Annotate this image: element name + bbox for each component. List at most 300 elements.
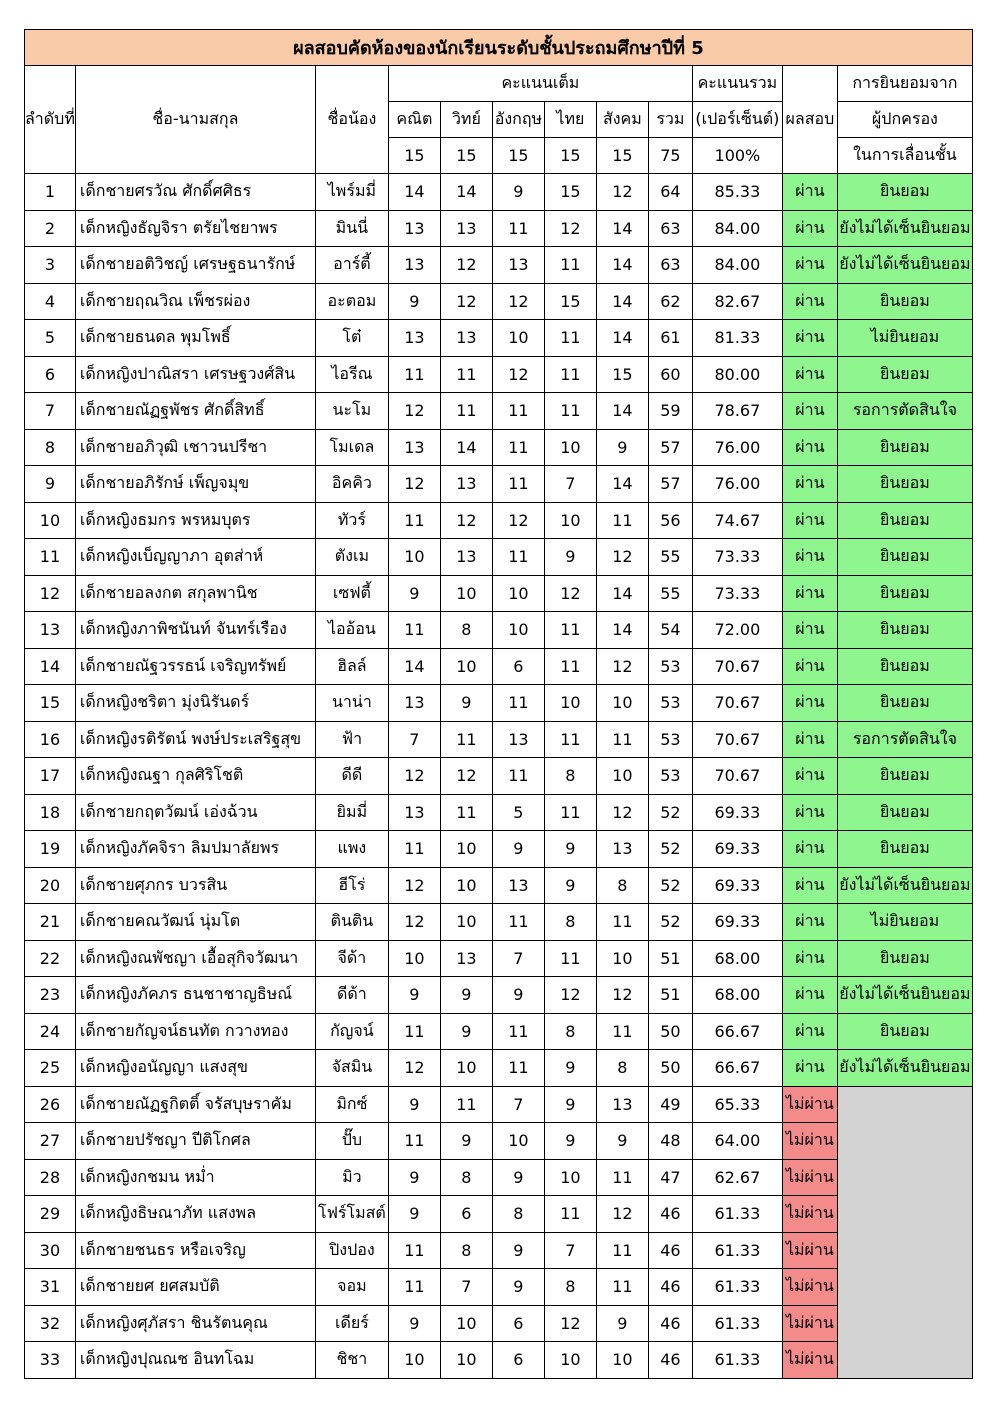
consent-status: ยังไม่ได้เซ็นยินยอม [837, 977, 972, 1014]
score-total: 62 [648, 283, 692, 320]
table-row [25, 502, 973, 539]
score-science: 7 [440, 1269, 492, 1306]
score-science: 11 [440, 1086, 492, 1123]
student-name: เด็กหญิงชริตา มุ่งนิรันดร์ [75, 685, 315, 722]
score-science: 13 [440, 320, 492, 357]
score-math: 9 [388, 283, 440, 320]
score-social: 12 [596, 648, 648, 685]
table-row [25, 831, 973, 868]
score-percent: 74.67 [692, 502, 782, 539]
score-english: 8 [492, 1196, 544, 1233]
student-nickname: มิกซ์ [315, 1086, 388, 1123]
score-math: 11 [388, 1269, 440, 1306]
table-row [25, 685, 973, 722]
result-badge: ผ่าน [782, 940, 837, 977]
result-badge: ผ่าน [782, 502, 837, 539]
score-percent: 68.00 [692, 940, 782, 977]
table-row [25, 1013, 973, 1050]
student-nickname: นะโม [315, 393, 388, 430]
score-social: 10 [596, 1342, 648, 1379]
score-science: 10 [440, 831, 492, 868]
score-social: 13 [596, 1086, 648, 1123]
row-index: 2 [25, 210, 76, 247]
student-name: เด็กชายธนดล พุมโพธิ์ [75, 320, 315, 357]
result-badge: ผ่าน [782, 1013, 837, 1050]
score-social: 14 [596, 612, 648, 649]
student-nickname: ฟ้า [315, 721, 388, 758]
score-percent: 61.33 [692, 1305, 782, 1342]
score-math: 11 [388, 356, 440, 393]
score-english: 7 [492, 940, 544, 977]
row-index: 28 [25, 1159, 76, 1196]
row-index: 32 [25, 1305, 76, 1342]
score-percent: 69.33 [692, 904, 782, 941]
student-name: เด็กหญิงภาพิชนันท์ จันทร์เรือง [75, 612, 315, 649]
score-percent: 66.67 [692, 1013, 782, 1050]
score-science: 10 [440, 1305, 492, 1342]
student-name: เด็กชายศรวัณ ศักดิ์ศศิธร [75, 174, 315, 211]
score-thai: 15 [544, 283, 596, 320]
score-social: 12 [596, 174, 648, 211]
result-badge: ผ่าน [782, 721, 837, 758]
score-math: 9 [388, 1196, 440, 1233]
student-name: เด็กหญิงปุณณช อินทโฉม [75, 1342, 315, 1379]
consent-status: ยินยอม [837, 1013, 972, 1050]
result-badge: ไม่ผ่าน [782, 1086, 837, 1123]
student-name: เด็กหญิงธัญจิรา ตรัยไชยาพร [75, 210, 315, 247]
score-thai: 11 [544, 247, 596, 284]
student-nickname: ปิงปอง [315, 1232, 388, 1269]
score-science: 9 [440, 977, 492, 1014]
student-nickname: ตินติน [315, 904, 388, 941]
score-math: 13 [388, 210, 440, 247]
student-nickname: ไพร์มมี่ [315, 174, 388, 211]
score-social: 15 [596, 356, 648, 393]
score-social: 13 [596, 831, 648, 868]
result-badge: ไม่ผ่าน [782, 1123, 837, 1160]
consent-status: ยินยอม [837, 356, 972, 393]
header-name: ชื่อ-นามสกุล [75, 66, 315, 174]
table-row [25, 904, 973, 941]
score-social: 11 [596, 1232, 648, 1269]
student-name: เด็กหญิงศุภัสรา ชินรัตนคุณ [75, 1305, 315, 1342]
score-total: 46 [648, 1305, 692, 1342]
student-nickname: ยิมมี่ [315, 794, 388, 831]
row-index: 23 [25, 977, 76, 1014]
table-row [25, 575, 973, 612]
score-total: 57 [648, 429, 692, 466]
consent-status: ยังไม่ได้เซ็นยินยอม [837, 1050, 972, 1087]
score-math: 10 [388, 940, 440, 977]
student-name: เด็กหญิงปาณิสรา เศรษฐวงศ์สิน [75, 356, 315, 393]
score-thai: 11 [544, 1196, 596, 1233]
result-badge: ผ่าน [782, 758, 837, 795]
consent-status: ไม่ยินยอม [837, 904, 972, 941]
table-row [25, 1086, 973, 1123]
consent-status: ยินยอม [837, 466, 972, 503]
student-nickname: โต๋ [315, 320, 388, 357]
header-subject-thai: ไทย [544, 102, 596, 138]
score-social: 10 [596, 758, 648, 795]
score-english: 6 [492, 1305, 544, 1342]
table-row [25, 466, 973, 503]
score-math: 11 [388, 612, 440, 649]
score-thai: 9 [544, 831, 596, 868]
score-percent: 72.00 [692, 612, 782, 649]
table-row [25, 758, 973, 795]
score-thai: 11 [544, 612, 596, 649]
score-percent: 76.00 [692, 466, 782, 503]
score-social: 9 [596, 1123, 648, 1160]
table-row [25, 1159, 973, 1196]
max-score-thai: 15 [544, 138, 596, 174]
score-english: 10 [492, 1123, 544, 1160]
score-percent: 69.33 [692, 867, 782, 904]
score-percent: 73.33 [692, 575, 782, 612]
score-total: 63 [648, 247, 692, 284]
score-total: 55 [648, 539, 692, 576]
row-index: 21 [25, 904, 76, 941]
score-english: 9 [492, 831, 544, 868]
score-english: 9 [492, 977, 544, 1014]
student-nickname: โฟร์โมสต์ [315, 1196, 388, 1233]
score-math: 10 [388, 1342, 440, 1379]
student-name: เด็กชายศุภกร บวรสิน [75, 867, 315, 904]
student-name: เด็กหญิงอนัญญา แสงสุข [75, 1050, 315, 1087]
score-total: 48 [648, 1123, 692, 1160]
student-nickname: อิคคิว [315, 466, 388, 503]
max-score-total: 75 [648, 138, 692, 174]
student-nickname: ปั๊บ [315, 1123, 388, 1160]
score-science: 14 [440, 174, 492, 211]
max-score-social: 15 [596, 138, 648, 174]
score-percent: 70.67 [692, 685, 782, 722]
student-name: เด็กหญิงธิษณาภัท แสงพล [75, 1196, 315, 1233]
consent-status: ยังไม่ได้เซ็นยินยอม [837, 867, 972, 904]
score-thai: 10 [544, 429, 596, 466]
consent-status: ยินยอม [837, 502, 972, 539]
table-row [25, 1196, 973, 1233]
result-badge: ผ่าน [782, 612, 837, 649]
header-consent-3: ในการเลื่อนชั้น [837, 138, 972, 174]
consent-status: รอการตัดสินใจ [837, 721, 972, 758]
score-math: 12 [388, 758, 440, 795]
score-thai: 7 [544, 466, 596, 503]
score-science: 12 [440, 758, 492, 795]
score-percent: 69.33 [692, 794, 782, 831]
score-total: 52 [648, 794, 692, 831]
header-total-pct-3: 100% [692, 138, 782, 174]
score-english: 11 [492, 429, 544, 466]
table-row [25, 867, 973, 904]
student-nickname: ฮิลล์ [315, 648, 388, 685]
student-nickname: ดีด้า [315, 977, 388, 1014]
result-badge: ผ่าน [782, 794, 837, 831]
score-thai: 11 [544, 940, 596, 977]
score-science: 12 [440, 247, 492, 284]
consent-status: ยินยอม [837, 831, 972, 868]
student-nickname: เซฟตี้ [315, 575, 388, 612]
score-total: 59 [648, 393, 692, 430]
score-percent: 82.67 [692, 283, 782, 320]
score-thai: 10 [544, 1342, 596, 1379]
score-percent: 70.67 [692, 758, 782, 795]
score-english: 11 [492, 685, 544, 722]
score-english: 11 [492, 393, 544, 430]
result-badge: ผ่าน [782, 539, 837, 576]
row-index: 10 [25, 502, 76, 539]
score-social: 14 [596, 393, 648, 430]
table-row [25, 539, 973, 576]
student-name: เด็กหญิงณพัชญา เอื้อสุกิจวัฒนา [75, 940, 315, 977]
row-index: 12 [25, 575, 76, 612]
table-row [25, 977, 973, 1014]
score-thai: 12 [544, 977, 596, 1014]
score-social: 12 [596, 1196, 648, 1233]
score-math: 11 [388, 831, 440, 868]
row-index: 25 [25, 1050, 76, 1087]
score-thai: 8 [544, 1013, 596, 1050]
score-science: 6 [440, 1196, 492, 1233]
row-index: 29 [25, 1196, 76, 1233]
header-full-score: คะแนนเต็ม [388, 66, 692, 102]
page-title: ผลสอบคัดห้องของนักเรียนระดับชั้นประถมศึกษาปีที่ 5 [25, 30, 973, 66]
row-index: 1 [25, 174, 76, 211]
score-science: 9 [440, 1013, 492, 1050]
score-english: 7 [492, 1086, 544, 1123]
score-english: 10 [492, 575, 544, 612]
student-name: เด็กหญิงรติรัตน์ พงษ์ประเสริฐสุข [75, 721, 315, 758]
student-nickname: ไออ้อน [315, 612, 388, 649]
score-social: 9 [596, 1305, 648, 1342]
score-science: 10 [440, 648, 492, 685]
score-thai: 11 [544, 721, 596, 758]
score-total: 49 [648, 1086, 692, 1123]
score-percent: 61.33 [692, 1269, 782, 1306]
score-percent: 80.00 [692, 356, 782, 393]
row-index: 3 [25, 247, 76, 284]
row-index: 6 [25, 356, 76, 393]
score-percent: 70.67 [692, 721, 782, 758]
score-english: 11 [492, 210, 544, 247]
student-name: เด็กหญิงภัคภร ธนชาชาญธิษณ์ [75, 977, 315, 1014]
score-english: 9 [492, 1269, 544, 1306]
student-nickname: อาร์ตี้ [315, 247, 388, 284]
student-nickname: มิว [315, 1159, 388, 1196]
table-row [25, 648, 973, 685]
row-index: 8 [25, 429, 76, 466]
score-english: 12 [492, 356, 544, 393]
header-subject-science: วิทย์ [440, 102, 492, 138]
score-english: 13 [492, 721, 544, 758]
result-badge: ไม่ผ่าน [782, 1305, 837, 1342]
score-thai: 9 [544, 1050, 596, 1087]
score-total: 53 [648, 758, 692, 795]
score-percent: 61.33 [692, 1196, 782, 1233]
student-name: เด็กชายกฤตวัฒน์ เอ่งฉ้วน [75, 794, 315, 831]
result-badge: ผ่าน [782, 831, 837, 868]
student-name: เด็กชายคณวัฒน์ นุ่มโต [75, 904, 315, 941]
student-nickname: ทัวร์ [315, 502, 388, 539]
row-index: 9 [25, 466, 76, 503]
score-science: 11 [440, 393, 492, 430]
row-index: 33 [25, 1342, 76, 1379]
result-badge: ผ่าน [782, 429, 837, 466]
score-total: 46 [648, 1232, 692, 1269]
score-percent: 64.00 [692, 1123, 782, 1160]
result-badge: ผ่าน [782, 648, 837, 685]
score-science: 10 [440, 867, 492, 904]
score-thai: 11 [544, 648, 596, 685]
score-percent: 65.33 [692, 1086, 782, 1123]
score-total: 56 [648, 502, 692, 539]
row-index: 26 [25, 1086, 76, 1123]
consent-status: ยังไม่ได้เซ็นยินยอม [837, 247, 972, 284]
table-row [25, 356, 973, 393]
table-row [25, 612, 973, 649]
row-index: 22 [25, 940, 76, 977]
table-row [25, 247, 973, 284]
score-total: 64 [648, 174, 692, 211]
score-math: 11 [388, 502, 440, 539]
score-math: 13 [388, 429, 440, 466]
score-science: 12 [440, 283, 492, 320]
header-subject-social: สังคม [596, 102, 648, 138]
student-nickname: กัญจน์ [315, 1013, 388, 1050]
score-english: 11 [492, 904, 544, 941]
result-badge: ผ่าน [782, 685, 837, 722]
score-total: 52 [648, 867, 692, 904]
result-badge: ไม่ผ่าน [782, 1342, 837, 1379]
row-index: 18 [25, 794, 76, 831]
score-math: 9 [388, 1086, 440, 1123]
score-total: 46 [648, 1196, 692, 1233]
result-badge: ผ่าน [782, 575, 837, 612]
score-thai: 8 [544, 1269, 596, 1306]
score-english: 6 [492, 648, 544, 685]
score-thai: 12 [544, 210, 596, 247]
student-nickname: อะตอม [315, 283, 388, 320]
student-nickname: ตังเม [315, 539, 388, 576]
table-row [25, 794, 973, 831]
table-row [25, 174, 973, 211]
score-total: 60 [648, 356, 692, 393]
score-social: 11 [596, 721, 648, 758]
score-total: 50 [648, 1013, 692, 1050]
score-thai: 12 [544, 1305, 596, 1342]
score-social: 14 [596, 283, 648, 320]
score-english: 9 [492, 174, 544, 211]
header-index: ลำดับที่ [25, 66, 76, 174]
score-science: 10 [440, 575, 492, 612]
score-thai: 9 [544, 1086, 596, 1123]
row-index: 17 [25, 758, 76, 795]
score-math: 14 [388, 174, 440, 211]
student-name: เด็กชายปรัชญา ปีติโกศล [75, 1123, 315, 1160]
row-index: 7 [25, 393, 76, 430]
score-math: 9 [388, 575, 440, 612]
student-name: เด็กชายชนธร หรือเจริญ [75, 1232, 315, 1269]
consent-status: ยินยอม [837, 429, 972, 466]
row-index: 31 [25, 1269, 76, 1306]
score-science: 11 [440, 356, 492, 393]
score-math: 12 [388, 867, 440, 904]
row-index: 19 [25, 831, 76, 868]
table-row [25, 1269, 973, 1306]
consent-status: ยินยอม [837, 612, 972, 649]
results-sheet [24, 29, 973, 1379]
consent-status: ยังไม่ได้เซ็นยินยอม [837, 210, 972, 247]
row-index: 11 [25, 539, 76, 576]
result-badge: ผ่าน [782, 174, 837, 211]
row-index: 16 [25, 721, 76, 758]
row-index: 14 [25, 648, 76, 685]
score-social: 14 [596, 466, 648, 503]
score-social: 10 [596, 940, 648, 977]
student-name: เด็กชายณัฏฐพัชร ศักดิ์สิทธิ์ [75, 393, 315, 430]
score-social: 8 [596, 867, 648, 904]
score-social: 12 [596, 977, 648, 1014]
score-science: 8 [440, 612, 492, 649]
score-science: 9 [440, 1123, 492, 1160]
score-math: 14 [388, 648, 440, 685]
score-math: 12 [388, 466, 440, 503]
score-math: 12 [388, 904, 440, 941]
table-row [25, 283, 973, 320]
score-math: 9 [388, 1305, 440, 1342]
score-percent: 84.00 [692, 247, 782, 284]
result-badge: ผ่าน [782, 1050, 837, 1087]
score-thai: 11 [544, 356, 596, 393]
consent-status: ยินยอม [837, 940, 972, 977]
student-name: เด็กชายอลงกต สกุลพานิช [75, 575, 315, 612]
score-total: 51 [648, 940, 692, 977]
score-english: 9 [492, 1159, 544, 1196]
student-nickname: จัสมิน [315, 1050, 388, 1087]
score-math: 13 [388, 685, 440, 722]
student-nickname: แพง [315, 831, 388, 868]
score-math: 10 [388, 539, 440, 576]
student-nickname: จอม [315, 1269, 388, 1306]
score-total: 46 [648, 1269, 692, 1306]
score-total: 52 [648, 904, 692, 941]
score-thai: 10 [544, 502, 596, 539]
score-science: 13 [440, 940, 492, 977]
student-name: เด็กชายอติวิชญ์ เศรษฐธนารักษ์ [75, 247, 315, 284]
score-total: 54 [648, 612, 692, 649]
score-social: 14 [596, 320, 648, 357]
score-science: 10 [440, 1342, 492, 1379]
score-social: 12 [596, 539, 648, 576]
consent-status: ยินยอม [837, 575, 972, 612]
student-nickname: ฮีโร่ [315, 867, 388, 904]
row-index: 30 [25, 1232, 76, 1269]
result-badge: ไม่ผ่าน [782, 1232, 837, 1269]
score-english: 11 [492, 1050, 544, 1087]
result-badge: ผ่าน [782, 356, 837, 393]
table-row [25, 1123, 973, 1160]
score-english: 10 [492, 320, 544, 357]
score-science: 9 [440, 685, 492, 722]
result-badge: ผ่าน [782, 977, 837, 1014]
score-social: 14 [596, 575, 648, 612]
score-total: 51 [648, 977, 692, 1014]
student-name: เด็กชายกัญจน์ธนทัต กวางทอง [75, 1013, 315, 1050]
consent-status: ยินยอม [837, 174, 972, 211]
score-percent: 78.67 [692, 393, 782, 430]
score-percent: 69.33 [692, 831, 782, 868]
score-english: 5 [492, 794, 544, 831]
